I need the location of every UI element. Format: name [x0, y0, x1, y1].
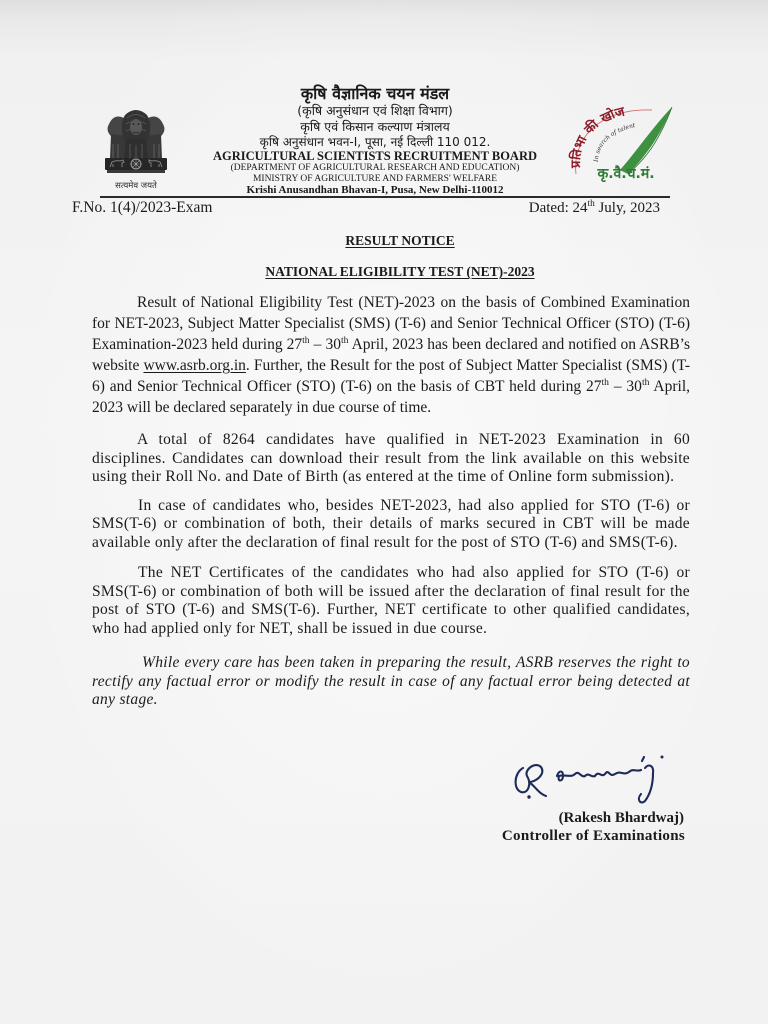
notice-subtitle — [92, 263, 708, 281]
file-number: F.No. 1(4)/2023-Exam — [72, 199, 213, 216]
ordinal-suffix: th — [302, 334, 310, 346]
header-divider — [100, 196, 670, 198]
signatory-designation: Controller of Examinations — [501, 828, 685, 844]
paragraph-disclaimer: While every care has been taken in preparing the result, ASRB reserves the right to rectify any factual error or modify the result in case of any factual error being detected at any stage. — [92, 653, 690, 709]
national-emblem — [96, 104, 176, 194]
letterhead — [180, 84, 570, 196]
notice-title-text: RESULT NOTICE — [345, 233, 455, 248]
notice-subtitle-text: NATIONAL ELIGIBILITY TEST (NET)-2023 — [265, 264, 535, 279]
org-name-hindi: कृषि वैज्ञानिक चयन मंडल — [300, 84, 450, 103]
ministry-name: MINISTRY OF AGRICULTURE AND FARMERS' WELFARE — [252, 174, 498, 184]
paragraph-result-declared — [92, 292, 690, 418]
ordinal-suffix: th — [340, 334, 349, 346]
date-prefix: Dated: 24 — [528, 200, 588, 216]
paragraph-text: – 30 — [608, 378, 642, 395]
logo-leaf-icon — [620, 107, 672, 174]
paragraph-text: April, 2023 will be declared separately in due course of time. — [92, 378, 691, 416]
asrb-logo — [566, 104, 678, 188]
paragraph-text: April, 2023 has been declared and notified on ASRB’s website — [92, 336, 690, 374]
paragraph-certificates: The NET Certificates of the candidates who had also applied for STO (T-6) or SMS(T-6) or combination of both will be issued after the declaration of final result for the post of STO (T-6) and SMS(T-6). Further, NET certificate to other qualified candidates, who had applied only for NET, shall be issued in due course. — [92, 564, 690, 637]
address-hindi: कृषि अनुसंधान भवन-I, पूसा, नई दिल्ली 110 012. — [259, 135, 491, 149]
ordinal-suffix: th — [641, 376, 650, 388]
department-name: (DEPARTMENT OF AGRICULTURAL RESEARCH AND EDUCATION) — [230, 163, 520, 173]
signature — [505, 748, 675, 808]
website-link: www.asrb.org.in — [143, 357, 246, 374]
paragraph-marks-availability: In case of candidates who, besides NET-2023, had also applied for STO (T-6) or SMS(T-6) or combination of both, their details of marks secured in CBT will be made available only after the declaration of final result for the post of STO (T-6) and SMS(T-6). — [92, 496, 690, 551]
paragraph-qualified-count: A total of 8264 candidates have qualified in NET-2023 Examination in 60 disciplines. Candidates can download their result from the link available on this website using their Roll No. and Date of Birth (as entered at the time of Online form submission). — [92, 431, 690, 486]
notice-body — [92, 292, 690, 710]
emblem-abacus — [105, 158, 167, 173]
notice-title — [92, 232, 708, 250]
department-hindi: (कृषि अनुसंधान एवं शिक्षा विभाग) — [297, 103, 453, 118]
logo-arc-text: प्रतिभा की खोज — [568, 104, 627, 168]
date-suffix: July, 2023 — [594, 200, 660, 216]
emblem-motto: सत्यमेव जयते — [115, 181, 157, 191]
logo-tagline: In search of talent — [592, 122, 636, 163]
paragraph-text: – 30 — [309, 336, 341, 353]
org-name: AGRICULTURAL SCIENTISTS RECRUITMENT BOARD — [212, 149, 538, 163]
signatory-name: (Rakesh Bhardwaj) — [558, 810, 684, 826]
emblem-lions — [108, 110, 165, 159]
paragraph-text: . Further, the Result for the post of Subject Matter Specialist (SMS) (T-6) and Senior Technical Officer (STO) (T-6) on the basis of CBT held during 27 — [92, 357, 690, 395]
org-address: Krishi Anusandhan Bhavan-I, Pusa, New Delhi-110012 — [246, 184, 504, 196]
ordinal-suffix: th — [601, 376, 609, 388]
logo-initials: कृ.वै.च.मं. — [597, 166, 655, 182]
ministry-hindi: कृषि एवं किसान कल्याण मंत्रालय — [300, 119, 450, 134]
notice-date — [529, 199, 660, 217]
paragraph-text: Result of National Eligibility Test (NET)-2023 on the basis of Combined Examination for NET-2023, Subject Matter Specialist (SMS) (T-6) and Senior Technical Officer (STO) (T-6) Examination-2023 held during 27 — [92, 294, 690, 353]
date-ordinal: th — [587, 199, 595, 209]
